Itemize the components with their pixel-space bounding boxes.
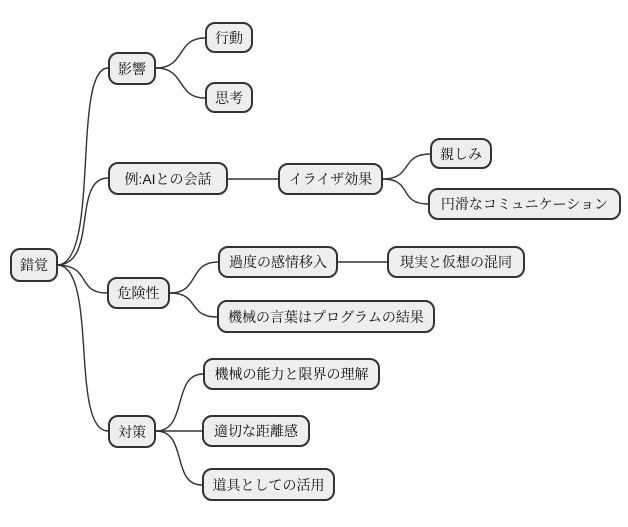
edge-influence-action	[156, 38, 205, 68]
edge-root-influence	[58, 68, 108, 265]
mindmap-node-reality-virtual-confusion: 現実と仮想の混同	[387, 246, 525, 278]
mindmap-node-root: 錯覚	[10, 248, 58, 282]
edge-eliza-smooth-communication	[383, 179, 428, 204]
edge-countermeasures-use-as-tool	[156, 431, 202, 485]
edge-root-danger	[58, 265, 107, 293]
mindmap-node-familiarity: 親しみ	[430, 138, 492, 169]
edge-danger-excessive-empathy	[170, 262, 218, 293]
mindmap-node-influence: 影響	[108, 52, 156, 85]
edge-eliza-familiarity	[383, 154, 430, 179]
mindmap-node-excessive-empathy: 過度の感情移入	[218, 246, 338, 278]
mindmap-node-proper-distance: 適切な距離感	[202, 415, 310, 447]
edge-countermeasures-understanding-limits	[156, 374, 203, 431]
mindmap-node-example-ai-conversation: 例:AIとの会話	[108, 162, 228, 195]
mindmap-node-eliza-effect: イライザ効果	[278, 163, 383, 195]
mindmap-node-smooth-communication: 円滑なコミュニケーション	[428, 188, 621, 220]
edge-influence-thought	[156, 68, 205, 98]
mindmap-node-countermeasures: 対策	[108, 415, 156, 448]
mindmap-node-use-as-tool: 道具としての活用	[202, 468, 335, 501]
mindmap-node-understanding-limits: 機械の能力と限界の理解	[203, 358, 380, 390]
edge-danger-machine-words	[170, 293, 217, 317]
edge-root-countermeasures	[58, 265, 108, 431]
mindmap-node-action: 行動	[205, 22, 253, 53]
mindmap-node-danger: 危険性	[107, 277, 170, 309]
mindmap-node-machine-words: 機械の言葉はプログラムの結果	[217, 300, 435, 333]
mindmap-node-thought: 思考	[205, 82, 253, 113]
